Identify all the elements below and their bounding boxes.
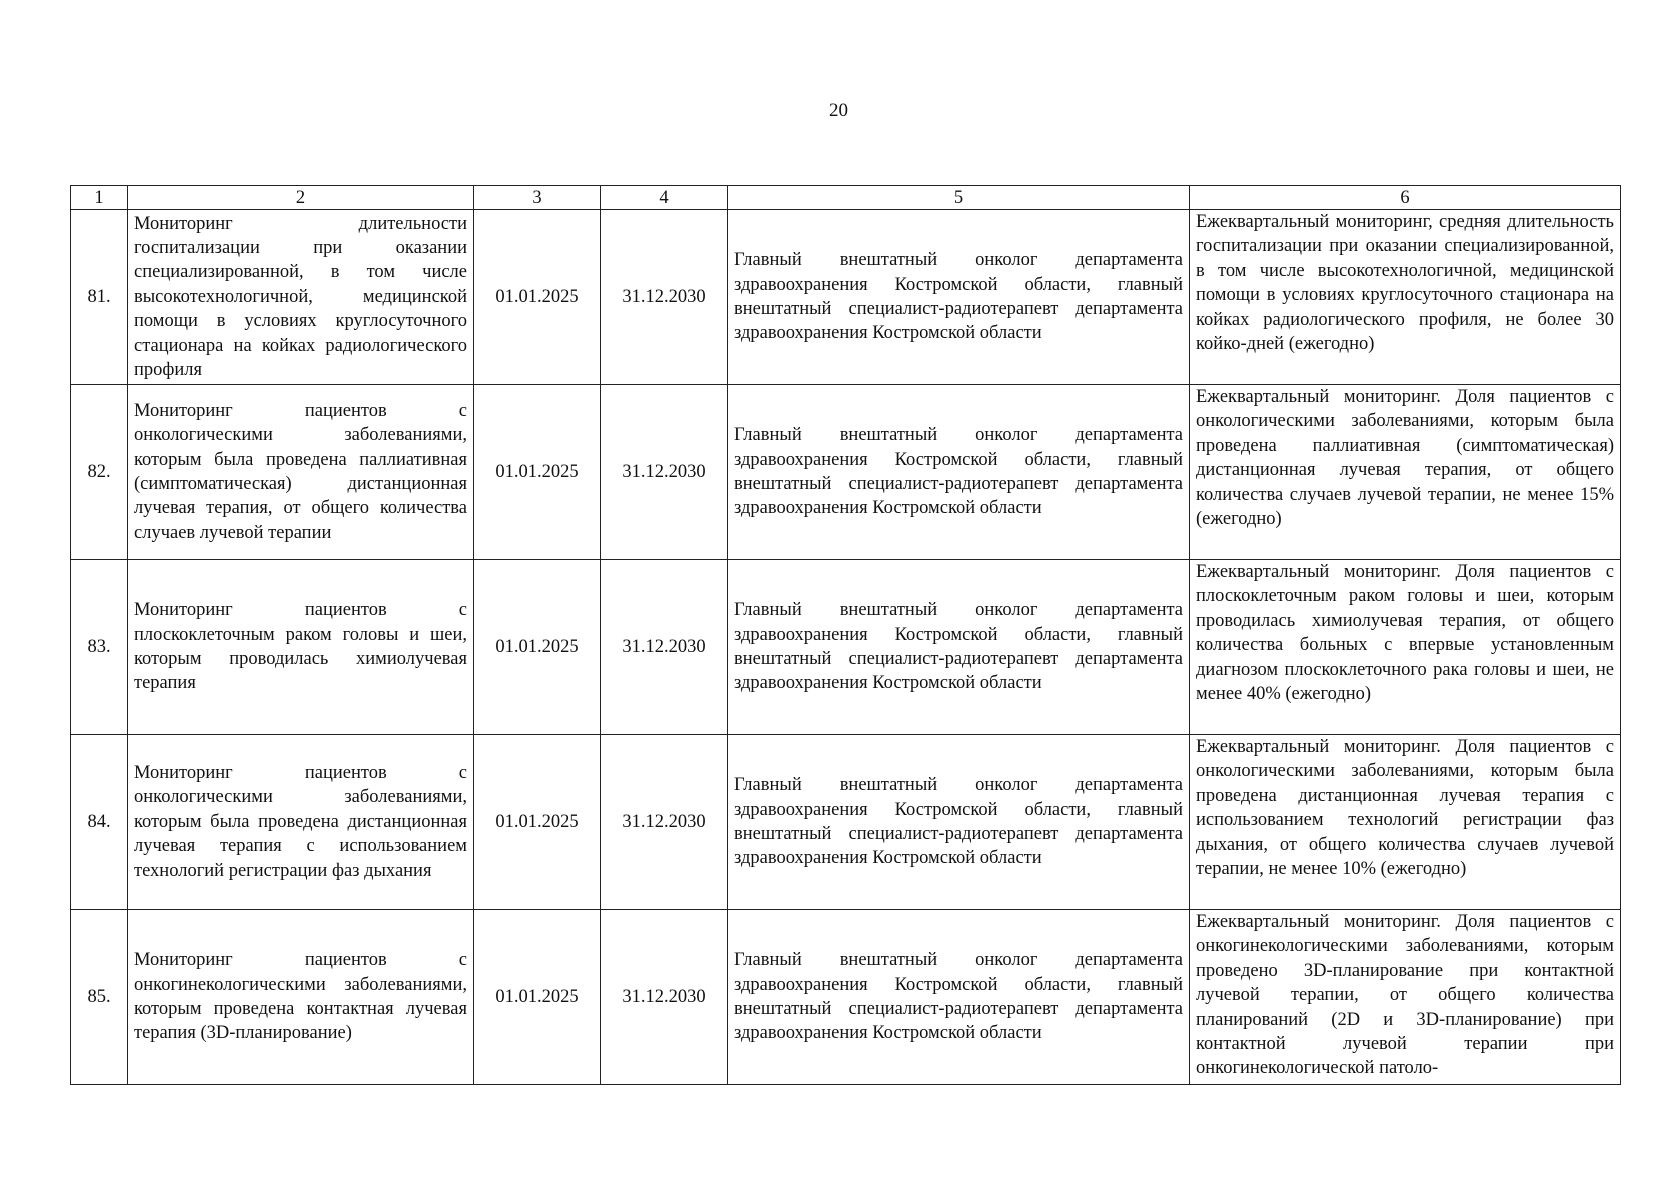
expected-result: Ежеквартальный мониторинг. Доля пациентов с онкологическими заболеваниями, которым была проведена дистанционная лучевая терапия с использованием технологий регистрации фаз дыхания, от общего количества случаев лучевой терапии, не менее 10% (ежегодно) [1190, 735, 1621, 910]
row-number: 84. [71, 735, 128, 910]
end-date: 31.12.2030 [601, 210, 728, 385]
column-header: 5 [728, 186, 1190, 210]
row-number: 81. [71, 210, 128, 385]
page-number: 20 [829, 100, 848, 121]
column-header: 2 [128, 186, 474, 210]
end-date: 31.12.2030 [601, 735, 728, 910]
column-header: 6 [1190, 186, 1621, 210]
end-date: 31.12.2030 [601, 910, 728, 1085]
table-row [71, 735, 1621, 910]
column-header: 3 [474, 186, 601, 210]
measure-description: Мониторинг пациентов с онкологическими заболеваниями, которым была проведена дистанционная лучевая терапия с использованием технологий регистрации фаз дыхания [128, 735, 474, 910]
column-header: 1 [71, 186, 128, 210]
start-date: 01.01.2025 [474, 735, 601, 910]
row-number: 83. [71, 560, 128, 735]
measure-description: Мониторинг пациентов с онкогинекологическими заболеваниями, которым проведена контактная лучевая терапия (3D-планирование) [128, 910, 474, 1085]
measure-description: Мониторинг пациентов с онкологическими заболеваниями, которым была проведена паллиативная (симптоматическая) дистанционная лучевая терапия, от общего количества случаев лучевой терапии [128, 385, 474, 560]
row-number: 85. [71, 910, 128, 1085]
expected-result: Ежеквартальный мониторинг, средняя длительность госпитализации при оказании специализированной, в том числе высокотехнологичной, медицинской помощи в условиях круглосуточного стационара на койках радиологического профиля, не более 30 койко-дней (ежегодно) [1190, 210, 1621, 385]
measure-description: Мониторинг длительности госпитализации при оказании специализированной, в том числе высокотехнологичной, медицинской помощи в условиях круглосуточного стационара на койках радиологического профиля [128, 210, 474, 385]
responsible-persons: Главный внештатный онколог департамента здравоохранения Костромской области, главный внештатный специалист-радиотерапевт департамента здравоохранения Костромской области [728, 385, 1190, 560]
start-date: 01.01.2025 [474, 210, 601, 385]
measures-table [70, 185, 1621, 1085]
table-row [71, 560, 1621, 735]
start-date: 01.01.2025 [474, 385, 601, 560]
table-row [71, 910, 1621, 1085]
responsible-persons: Главный внештатный онколог департамента здравоохранения Костромской области, главный внештатный специалист-радиотерапевт департамента здравоохранения Костромской области [728, 735, 1190, 910]
start-date: 01.01.2025 [474, 910, 601, 1085]
responsible-persons: Главный внештатный онколог департамента здравоохранения Костромской области, главный внештатный специалист-радиотерапевт департамента здравоохранения Костромской области [728, 560, 1190, 735]
expected-result: Ежеквартальный мониторинг. Доля пациентов с онкогинекологическими заболеваниями, которым проведено 3D-планирование при контактной лучевой терапии, от общего количества планирований (2D и 3D-планирование) при контактной лучевой терапии при онкогинекологической патоло- [1190, 910, 1621, 1085]
expected-result: Ежеквартальный мониторинг. Доля пациентов с онкологическими заболеваниями, которым была проведена паллиативная (симптоматическая) дистанционная лучевая терапия, от общего количества случаев лучевой терапии, не менее 15% (ежегодно) [1190, 385, 1621, 560]
table-header-row [71, 186, 1621, 210]
end-date: 31.12.2030 [601, 560, 728, 735]
measure-description: Мониторинг пациентов с плоскоклеточным раком головы и шеи, которым проводилась химиолучевая терапия [128, 560, 474, 735]
column-header: 4 [601, 186, 728, 210]
responsible-persons: Главный внештатный онколог департамента здравоохранения Костромской области, главный внештатный специалист-радиотерапевт департамента здравоохранения Костромской области [728, 210, 1190, 385]
end-date: 31.12.2030 [601, 385, 728, 560]
table-row [71, 210, 1621, 385]
start-date: 01.01.2025 [474, 560, 601, 735]
table-row [71, 385, 1621, 560]
expected-result: Ежеквартальный мониторинг. Доля пациентов с плоскоклеточным раком головы и шеи, которым проводилась химиолучевая терапия, от общего количества больных с впервые установленным диагнозом плоскоклеточного рака головы и шеи, не менее 40% (ежегодно) [1190, 560, 1621, 735]
row-number: 82. [71, 385, 128, 560]
responsible-persons: Главный внештатный онколог департамента здравоохранения Костромской области, главный внештатный специалист-радиотерапевт департамента здравоохранения Костромской области [728, 910, 1190, 1085]
